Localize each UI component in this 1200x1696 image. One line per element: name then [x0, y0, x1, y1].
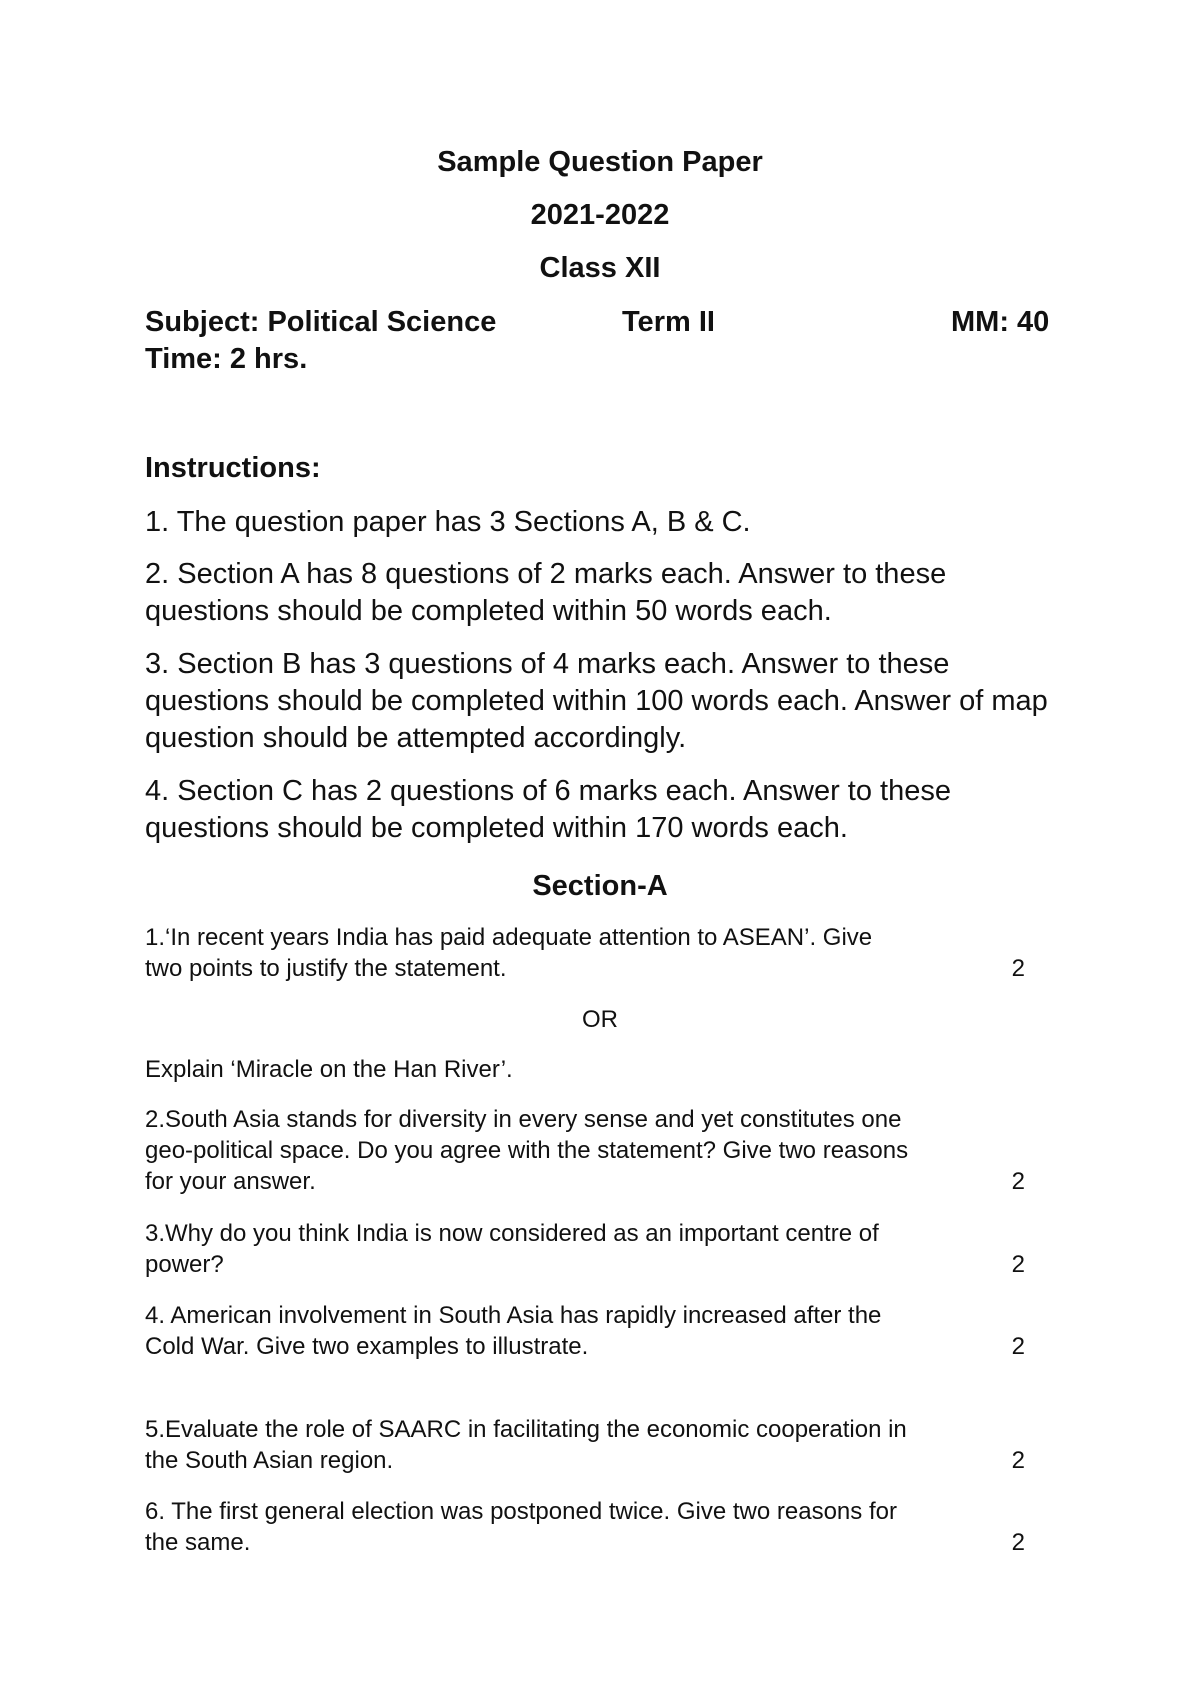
- question-line: power?: [145, 1251, 224, 1278]
- question-line: two points to justify the statement.: [145, 955, 507, 982]
- question-line: the South Asian region.: [145, 1447, 394, 1474]
- time-label: Time: 2 hrs.: [145, 343, 308, 375]
- question-2: [145, 1104, 1045, 1197]
- question-line: 5.Evaluate the role of SAARC in facilitating the economic cooperation in: [145, 1416, 907, 1443]
- instruction-item: 1. The question paper has 3 Sections A, B & C.: [145, 506, 751, 538]
- section-a-heading: Section-A: [532, 870, 668, 902]
- question-line: 6. The first general election was postponed twice. Give two reasons for: [145, 1498, 897, 1525]
- marks-value: 2: [1011, 1447, 1025, 1474]
- question-last-line: [145, 1166, 1025, 1197]
- instruction-item: 3. Section B has 3 questions of 4 marks each. Answer to these questions should be completed within 100 words each. Answer of map question should be attempted accordingly.: [145, 648, 1048, 754]
- paper-class: Class XII: [539, 252, 661, 284]
- question-5: [145, 1414, 1045, 1476]
- question-last-line: [145, 1249, 1025, 1280]
- question-last-line: [145, 1331, 1025, 1362]
- instruction-item: 2. Section A has 8 questions of 2 marks each. Answer to these questions should be completed within 50 words each.: [145, 558, 947, 627]
- paper-session: 2021-2022: [530, 199, 670, 231]
- or-separator: OR: [582, 1006, 618, 1033]
- marks-value: 2: [1011, 1333, 1025, 1360]
- question-3: [145, 1218, 1045, 1280]
- term-label: Term II: [622, 306, 715, 338]
- question-line: 1.‘In recent years India has paid adequate attention to ASEAN’. Give: [145, 924, 873, 951]
- question-line: the same.: [145, 1529, 251, 1556]
- instructions-heading: Instructions:: [145, 452, 321, 484]
- paper-title: Sample Question Paper: [437, 146, 763, 178]
- marks-value: 2: [1011, 1529, 1025, 1556]
- question-1: [145, 922, 1045, 984]
- question-last-line: [145, 1527, 1025, 1558]
- question-line: 3.Why do you think India is now considered as an important centre of: [145, 1220, 879, 1247]
- question-4: [145, 1300, 1045, 1362]
- marks-value: 2: [1011, 1251, 1025, 1278]
- question-line: 4. American involvement in South Asia has rapidly increased after the: [145, 1302, 882, 1329]
- question-line: geo-political space. Do you agree with the statement? Give two reasons: [145, 1137, 909, 1164]
- marks-value: 2: [1011, 1168, 1025, 1195]
- max-marks-label: MM: 40: [951, 306, 1050, 338]
- question-line: for your answer.: [145, 1168, 316, 1195]
- instruction-item: 4. Section C has 2 questions of 6 marks each. Answer to these questions should be completed within 170 words each.: [145, 775, 951, 844]
- question-6: [145, 1496, 1045, 1558]
- subject-label: Subject: Political Science: [145, 306, 497, 338]
- question-last-line: [145, 953, 1025, 984]
- question-1-alternative: Explain ‘Miracle on the Han River’.: [145, 1056, 513, 1083]
- question-line: 2.South Asia stands for diversity in every sense and yet constitutes one: [145, 1106, 902, 1133]
- marks-value: 2: [1011, 955, 1025, 982]
- question-last-line: [145, 1445, 1025, 1476]
- question-line: Cold War. Give two examples to illustrate.: [145, 1333, 589, 1360]
